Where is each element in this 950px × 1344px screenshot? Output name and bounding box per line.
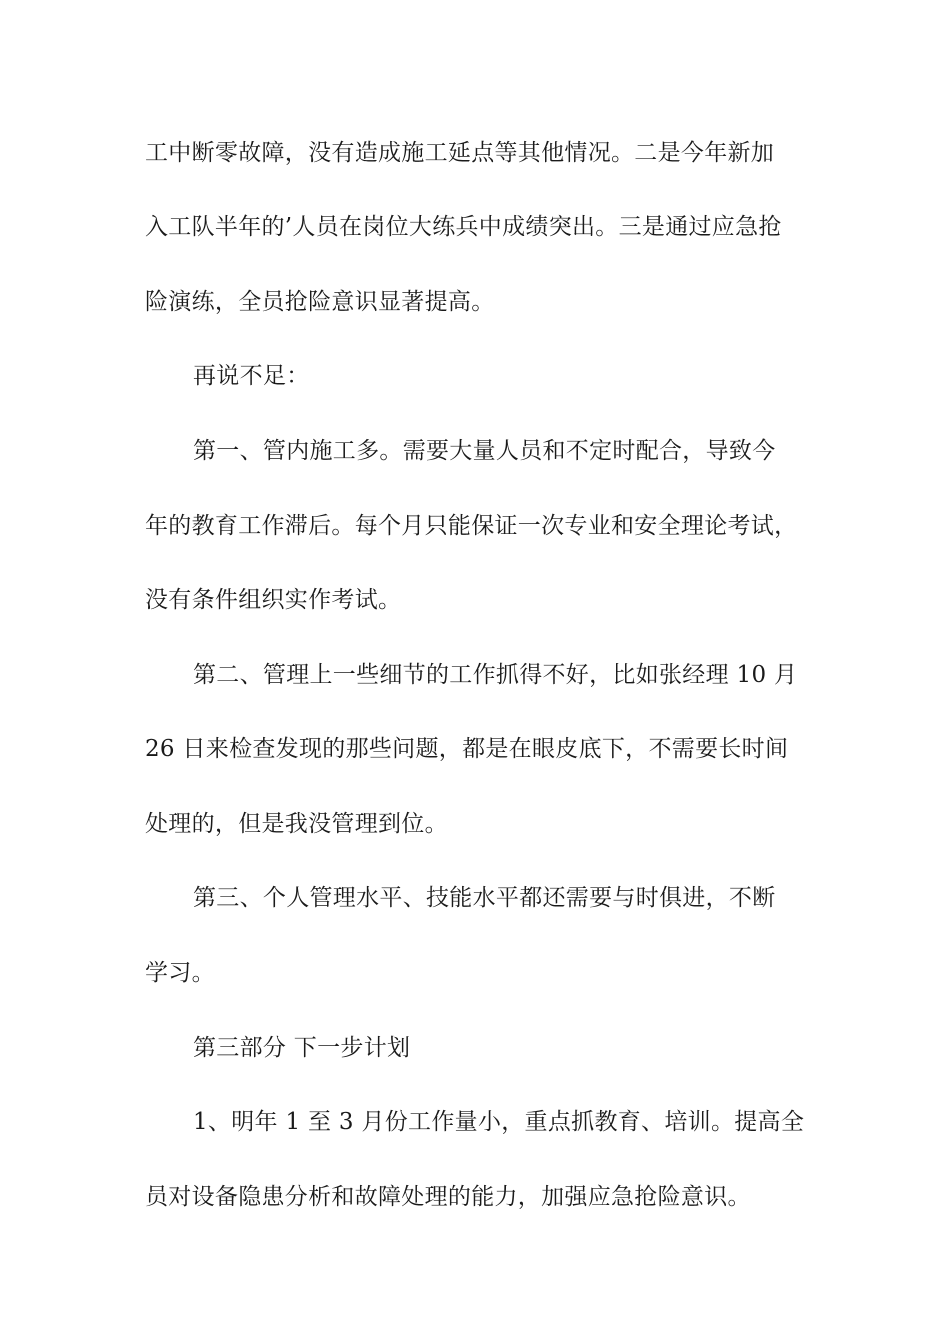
text-line-14: 1、明年 1 至 3 月份工作量小，重点抓教育、培训。提高全 (193, 1109, 805, 1135)
text-line-6: 年的教育工作滞后。每个月只能保证一次专业和安全理论考试， (145, 513, 798, 539)
section-heading-shortcomings: 再说不足： (193, 363, 310, 389)
text-line-10: 处理的，但是我没管理到位。 (145, 811, 448, 837)
text-line-15: 员对设备隐患分析和故障处理的能力，加强应急抢险意识。 (145, 1184, 751, 1210)
text-line-1: 工中断零故障，没有造成施工延点等其他情况。二是今年新加 (145, 140, 775, 166)
text-line-12: 学习。 (145, 960, 215, 986)
text-line-3: 险演练，全员抢险意识显著提高。 (145, 289, 495, 315)
text-line-9: 26 日来检查发现的那些问题，都是在眼皮底下，不需要长时间 (145, 736, 789, 762)
text-line-8: 第二、管理上一些细节的工作抓得不好，比如张经理 10 月 (193, 662, 798, 688)
text-line-2: 入工队半年的’人员在岗位大练兵中成绩突出。三是通过应急抢 (145, 214, 782, 240)
text-line-11: 第三、个人管理水平、技能水平都还需要与时俱进，不断 (193, 885, 776, 911)
section-heading-next-plan: 第三部分 下一步计划 (193, 1035, 411, 1061)
text-line-5: 第一、管内施工多。需要大量人员和不定时配合，导致今 (193, 438, 776, 464)
text-line-7: 没有条件组织实作考试。 (145, 587, 402, 613)
